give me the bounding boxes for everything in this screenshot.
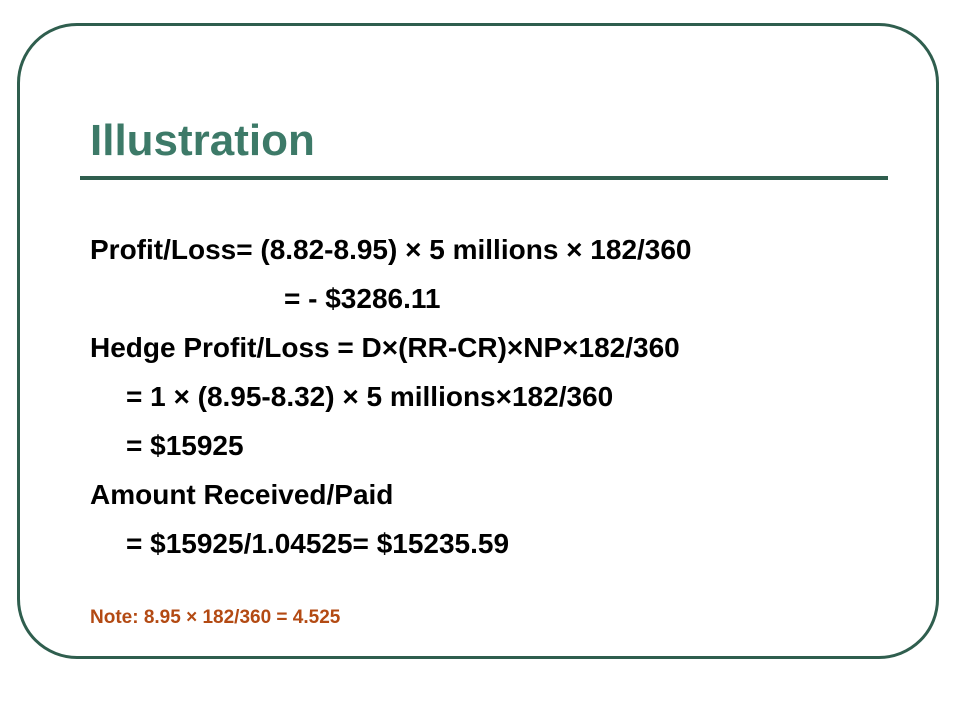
- note-text: Note: 8.95 × 182/360 = 4.525: [90, 607, 341, 628]
- title-underline: [80, 176, 888, 180]
- amount-heading-line: Amount Received/Paid: [90, 479, 394, 510]
- slide-title: Illustration: [90, 116, 315, 165]
- hedge-result-line: = $15925: [126, 430, 244, 461]
- amount-result-line: = $15925/1.04525= $15235.59: [126, 528, 510, 559]
- profit-loss-result: = - $3286.11: [284, 283, 441, 314]
- profit-loss-line: Profit/Loss= (8.82-8.95) × 5 millions × 182/360: [90, 234, 692, 265]
- hedge-substitution-line: = 1 × (8.95-8.32) × 5 millions×182/360: [126, 381, 614, 412]
- hedge-formula-line: Hedge Profit/Loss = D×(RR-CR)×NP×182/360: [90, 332, 680, 363]
